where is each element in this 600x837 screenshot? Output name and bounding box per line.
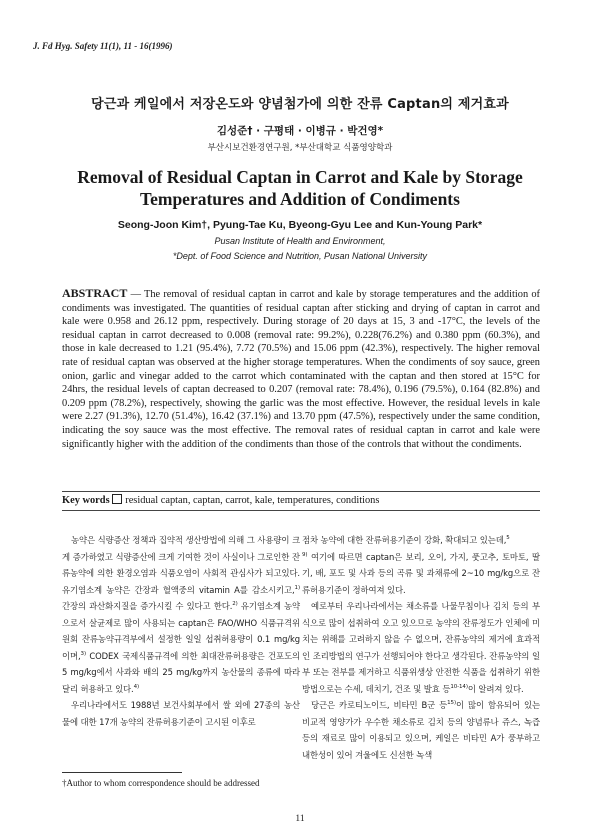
reference-mark: 4)	[133, 683, 140, 690]
abstract-text: The removal of residual captan in carrot and kale by storage temperatures and the addition of condiments was investigated. The quantities of residual captan after sticking and drying of captan in carrot and kale were 0.958 and 26.12 ppm, respectively. During storage of 20 days at 15, 3 and -17°C, the levels of the residual captan in carrot decreased to 0.008 (removal rate: 99.2%), 0.228(76.2%) and 0.380 ppm (60.3%), and those in kale decreased to 1.21 (95.4%), 7.72 (70.5%) and 15.06 ppm (42.3%), respectively. The higher removal rate of residual captan was observed at the higher storage temperatures. When the condiments of soy sauce, green onion, garlic and vinegar added to the carrot which contaminated with the captan and then stored at 15°C for 24hrs, the residual levels of captan decreased to 0.207 (removal rate: 78.4%), 0.196 (79.5%), 0.164 (82.8%) and 0.209 ppm (78.2%), respectively, showing the garlic was the most effective. However, the residual levels in kale were 2.27 (91.3%), 12.70 (51.4%), 16.42 (37.1%) and 13.70 ppm (47.5%), respectively under the same condition, indicating the soy sauce was the most effective. The removal rates of residual captan in carrot and kale were significantly higher with the addition of the condiments than those of the controls that without the condiments.	[62, 289, 540, 450]
abstract-dash: —	[127, 289, 144, 300]
english-title-line1: Removal of Residual Captan in Carrot and Kale by Storage	[77, 167, 523, 187]
page-number: 11	[295, 814, 305, 824]
korean-authors: 김성준† · 구평태 · 이병규 · 박건영*	[216, 125, 384, 137]
journal-reference: J. Fd Hyg. Safety 11(1), 11 - 16(1996)	[33, 41, 173, 51]
english-authors: Seong-Joon Kim†, Pyung-Tae Ku, Byeong-Gyu Lee and Kun-Young Park*	[117, 219, 483, 231]
english-affiliation-2: *Dept. of Food Science and Nutrition, Pusan National University	[172, 251, 428, 261]
keywords-box-icon	[112, 494, 122, 504]
reference-mark: 9)	[302, 551, 308, 558]
body-right-paragraph-1	[302, 532, 540, 598]
reference-mark: 15)	[447, 700, 457, 707]
text-span: 예로부터 우리나라에서는 채소류를 나물무침이나 김치 등의 부식으로 많이 섭취하여 오고 있으므로 농약의 잔류정도가 인체에 미치는 위해를 고려하지 않을 수 없으며, 잔류농약의 제거에 효과적인 조리방법의 연구가 선행되어야 한다고 생각된다. 잔류농약의 일부 또는 전부를 제거하고 식품위생상 안전한 식품을 섭취하기 위한 방법으로는 수세, 데치기, 건조 및 발효 등	[302, 601, 540, 694]
reference-mark: 10-14)	[450, 683, 468, 690]
text-span: 간장의 과산화지질을 증가시킬 수 있다고 한다.	[62, 601, 233, 611]
text-span: 농약은 식량증산 정책과 집약적 생산방법에 의해 그 사용량이 크게 증가하였고 식량증산에 크게 기여한 것이 사실이나 그로인한 잔류농약에 의한 환경오염과 식품오염이 사회적 관심사가 되고있다. 유기염소계 농약은 간장과 혈액중의 vitamin A를 감소시키고,	[62, 535, 300, 595]
text-span: 이 많이 함유되어 있는 비교적 영양가가 우수한 채소류로 김치 등의 양념류나 쥬스, 녹즙 등의 재료로 많이 이용되고 있으며, 케일은 비타민 A가 풍부하고 내한성이 있어 겨울에도 신선한 녹색	[302, 700, 540, 760]
text-span: 이 알려져 있다.	[467, 683, 524, 694]
body-right-column	[302, 532, 540, 763]
reference-mark: 2)	[232, 601, 238, 608]
text-span: 당근은 카로티노이드, 비타민 B군 등	[311, 700, 448, 710]
english-title-line2: Temperatures and Addition of Condiments	[140, 189, 460, 209]
korean-title: 당근과 케일에서 저장온도와 양념첨가에 의한 잔류 Captan의 제거효과	[91, 97, 509, 112]
body-right-paragraph-2	[302, 598, 540, 697]
reference-mark: 1)	[294, 584, 300, 591]
body-right-paragraph-3	[302, 697, 540, 763]
korean-affiliation: 부산시보건환경연구원, *부산대학교 식품영양학과	[207, 143, 393, 153]
body-left-column	[62, 532, 300, 730]
reference-mark: 3)	[80, 650, 86, 657]
body-left-paragraph-1	[62, 532, 300, 697]
english-title	[0, 166, 600, 210]
keywords-text: residual captan, captan, carrot, kale, temperatures, conditions	[125, 495, 380, 506]
body-left-paragraph-2: 우리나라에서도 1988년 보건사회부에서 쌀 외에 27종의 농산물에 대한 17개 농약의 잔류허용기준이 고시된 이후로	[62, 700, 300, 727]
text-span: 유기염소계 농약으로서 살균제로 많이 사용되는 captan은 FAO/WHO 식품규격위원회 잔류농약규격부에서 설정한 일일 섭취허용량이 0.1 mg/kg이며,	[62, 601, 301, 661]
text-span: 점차 농약에 대한 잔류허용기준이 강화, 확대되고 있는데,	[302, 535, 507, 545]
keywords	[62, 494, 540, 506]
text-span: 여기에 따르면 captan은 보리, 오이, 가지, 풋고추, 토마토, 딸기, 배, 포도 및 사과 등의 곡류 및 과채류에 2~10 mg/kg으로 잔류허용기준이 정하여져 있다.	[302, 551, 540, 595]
keywords-label: Key words	[62, 495, 110, 506]
abstract-label: ABSTRACT	[62, 286, 128, 300]
english-affiliation-1: Pusan Institute of Health and Environment,	[214, 236, 386, 246]
abstract	[62, 287, 540, 451]
keywords-top-rule	[62, 491, 540, 492]
footnote-rule	[62, 772, 182, 773]
text-span: CODEX 국제식품규격에 의한 최대잔류허용량은 건포도의 5 mg/kg에서 사과와 배의 25 mg/kg까지 농산물의 종류에 따라 달리 허용하고 있다.	[62, 650, 300, 694]
keywords-bottom-rule	[62, 510, 540, 511]
reference-mark: 5	[506, 535, 510, 542]
footnote: †Author to whom correspondence should be addressed	[62, 778, 260, 788]
